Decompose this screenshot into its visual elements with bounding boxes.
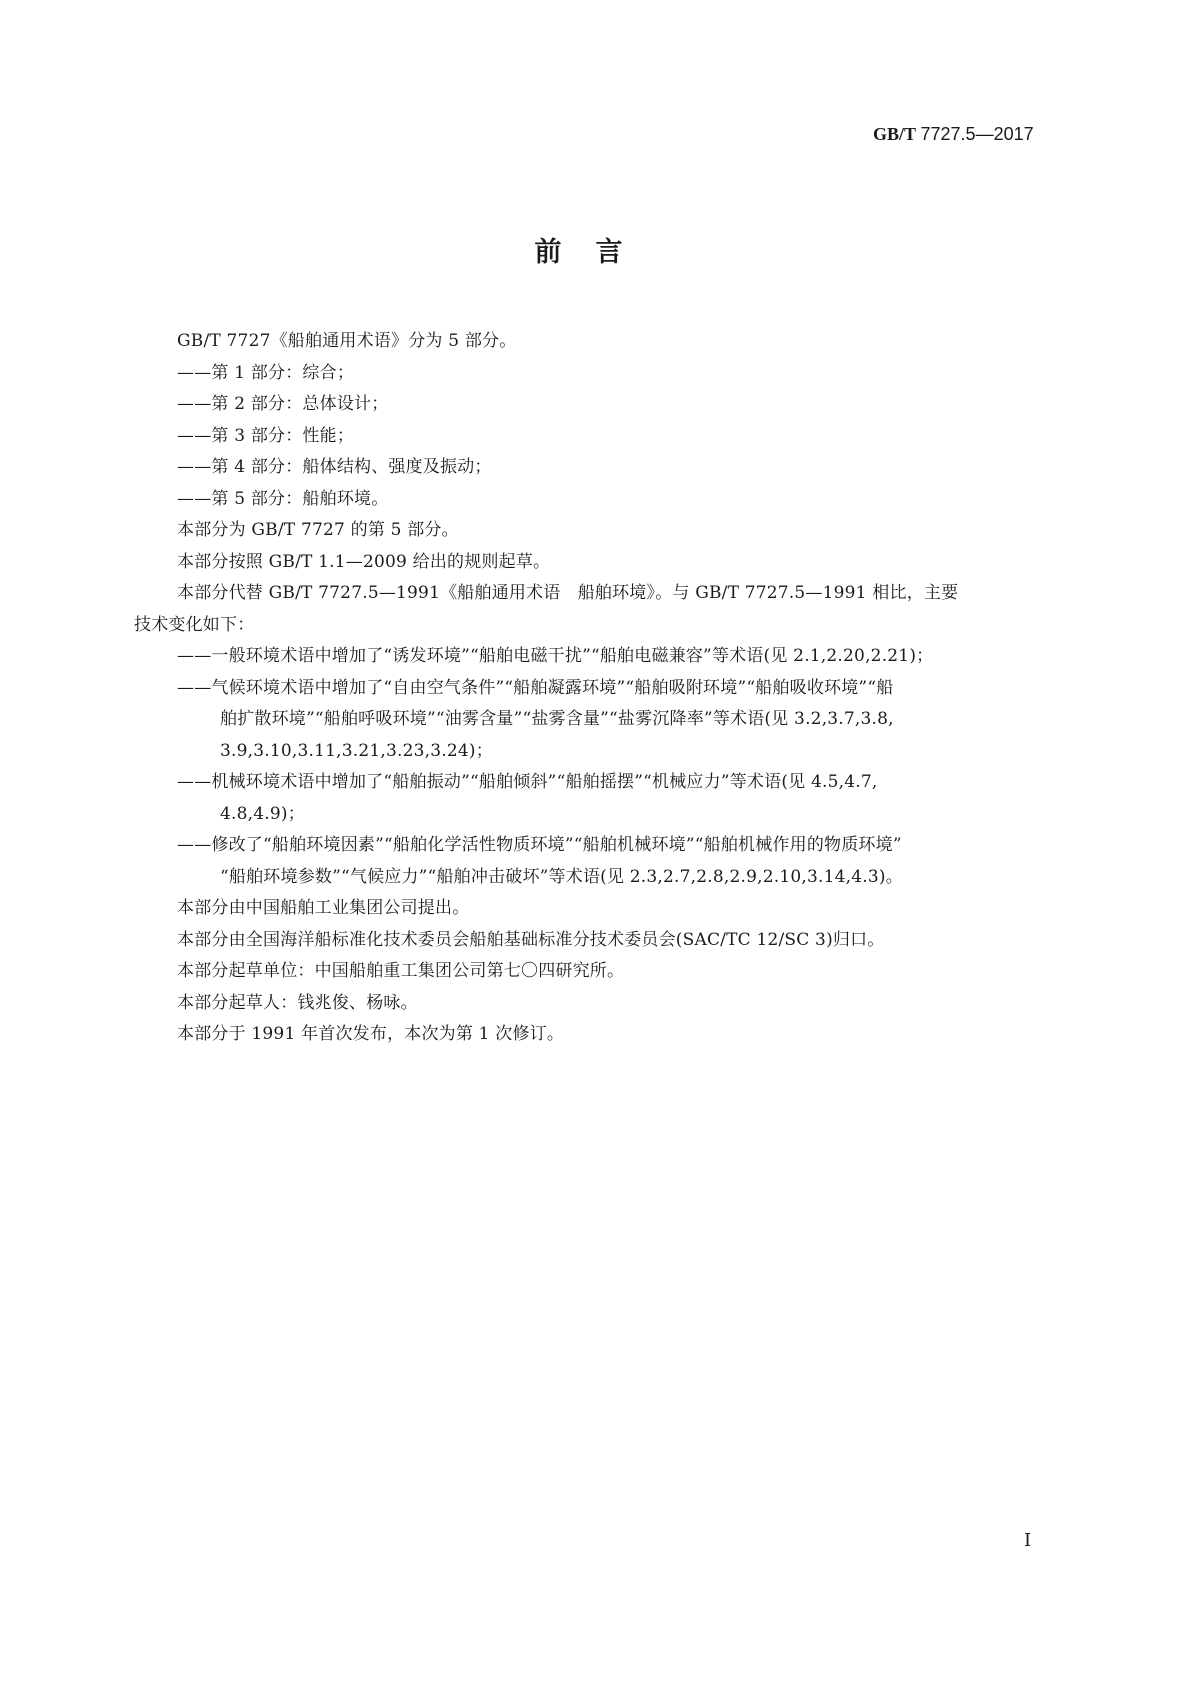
text-line: 本部分于 1991 年首次发布，本次为第 1 次修订。	[177, 1024, 565, 1044]
text-line: ——修改了“船舶环境因素”“船舶化学活性物质环境”“船舶机械环境”“船舶机械作用的物质环境”	[177, 835, 902, 855]
text-line: 本部分由中国船舶工业集团公司提出。	[177, 898, 470, 918]
text-line: 舶扩散环境”“船舶呼吸环境”“油雾含量”“盐雾含量”“盐雾沉降率”等术语(见 3.2,3.7,3.8,	[220, 709, 894, 729]
page-title: 前言	[534, 237, 657, 268]
text-line: ——气候环境术语中增加了“自由空气条件”“船舶凝露环境”“船舶吸附环境”“船舶吸收环境”“船	[177, 677, 894, 698]
text-line: 本部分按照 GB/T 1.1—2009 给出的规则起草。	[177, 551, 551, 572]
text-line: 技术变化如下：	[134, 614, 255, 635]
text-line: 4.8,4.9)；	[220, 803, 305, 824]
text-line: ——第 5 部分：船舶环境。	[177, 488, 389, 509]
text-line: ——机械环境术语中增加了“船舶振动”“船舶倾斜”“船舶摇摆”“机械应力”等术语(见 4.5,4.7,	[177, 772, 878, 792]
standard-code-prefix: GB/T	[873, 124, 917, 144]
text-line: ——一般环境术语中增加了“诱发环境”“船舶电磁干扰”“船舶电磁兼容”等术语(见 2.1,2.20,2.21)；	[177, 646, 934, 666]
text-line: ——第 1 部分：综合；	[177, 362, 355, 383]
text-line: 本部分代替 GB/T 7727.5—1991《船舶通用术语 船舶环境》。与 GB/T 7727.5—1991 相比，主要	[177, 583, 959, 603]
text-line: 3.9,3.10,3.11,3.21,3.23,3.24)；	[220, 740, 493, 761]
text-line: ——第 2 部分：总体设计；	[177, 394, 389, 414]
text-line: 本部分起草单位：中国船舶重工集团公司第七〇四研究所。	[177, 961, 625, 981]
text-line: GB/T 7727《船舶通用术语》分为 5 部分。	[177, 331, 517, 351]
standard-code-header	[873, 124, 1034, 145]
standard-code-number: 7727.5—2017	[920, 124, 1034, 144]
page-number: I	[1024, 1530, 1032, 1551]
text-line: “船舶环境参数”“气候应力”“船舶冲击破坏”等术语(见 2.3,2.7,2.8,2.9,2.10,3.14,4.3)。	[220, 866, 903, 887]
text-line: 本部分由全国海洋船标准化技术委员会船舶基础标准分技术委员会(SAC/TC 12/SC 3)归口。	[177, 929, 885, 950]
text-line: ——第 4 部分：船体结构、强度及振动；	[177, 457, 492, 477]
text-line: 本部分为 GB/T 7727 的第 5 部分。	[177, 520, 459, 540]
text-line: 本部分起草人：钱兆俊、杨咏。	[177, 992, 418, 1013]
text-line: ——第 3 部分：性能；	[177, 425, 355, 446]
